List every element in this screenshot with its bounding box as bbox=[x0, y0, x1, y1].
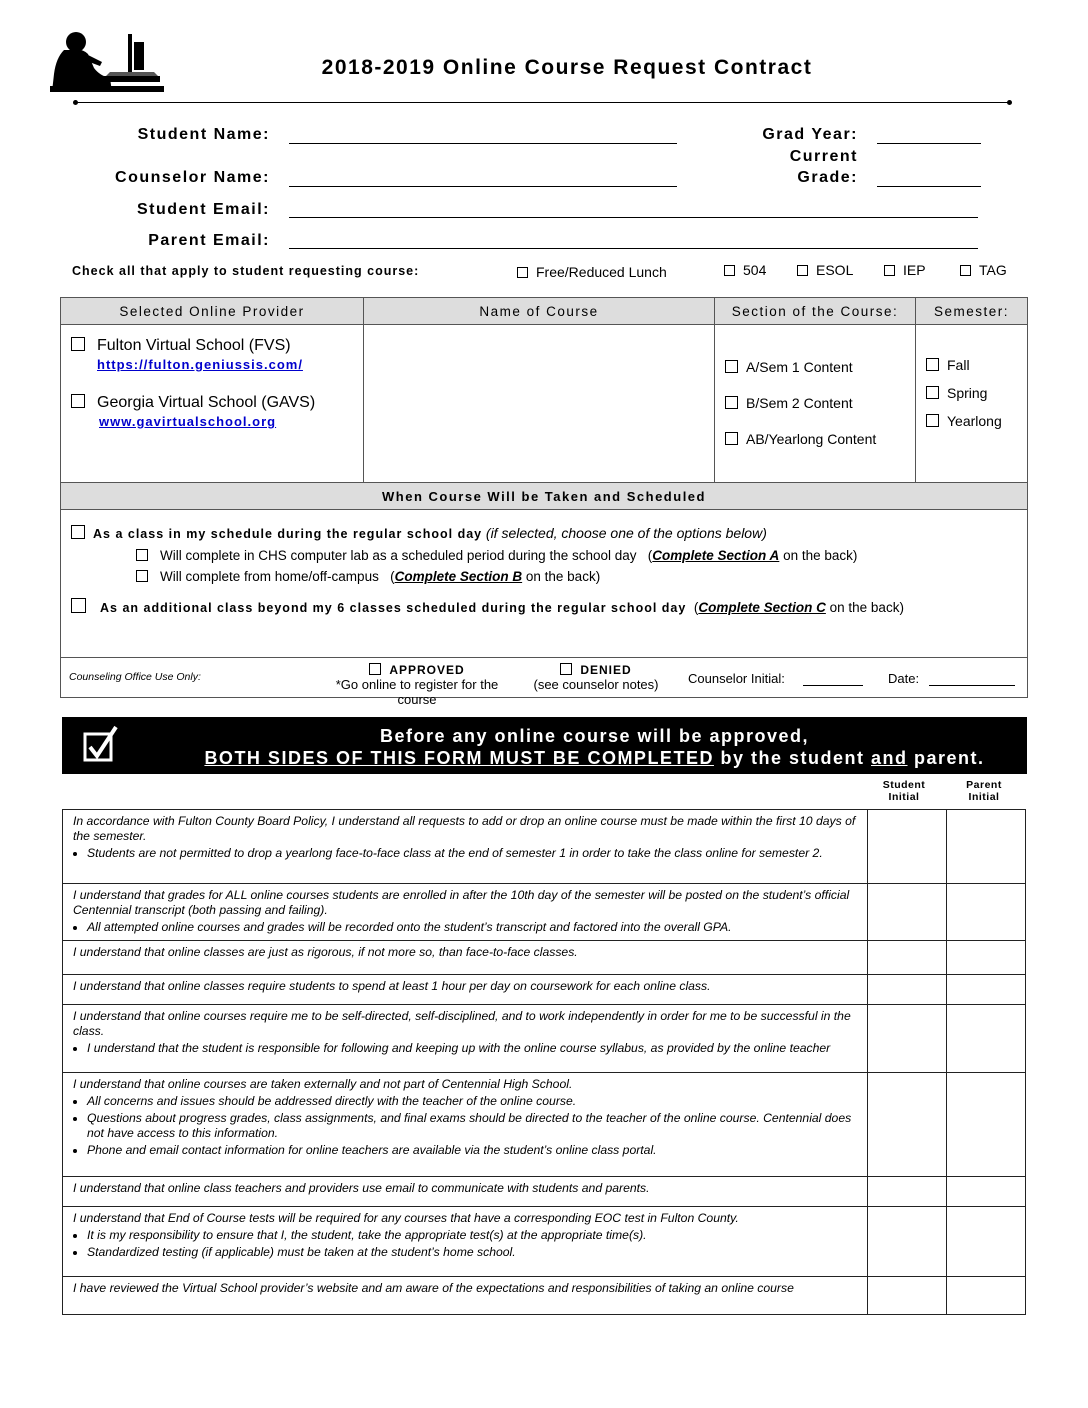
agreement-row bbox=[63, 884, 1026, 941]
agreement-statement: I have reviewed the Virtual School provider’s website and am aware of the expectations and responsibilities of taking an online course bbox=[73, 1281, 794, 1295]
banner-line-2: BOTH SIDES OF THIS FORM MUST BE COMPLETED by the student and parent. bbox=[204, 748, 985, 768]
current-grade-field[interactable] bbox=[877, 186, 981, 187]
checkbox[interactable] bbox=[724, 265, 735, 276]
agreement-row bbox=[63, 1005, 1026, 1073]
checkbox[interactable] bbox=[369, 663, 381, 675]
checkbox[interactable] bbox=[926, 414, 939, 427]
student-initial-field[interactable] bbox=[868, 1177, 947, 1207]
checkbox[interactable] bbox=[71, 525, 85, 539]
checkbox[interactable] bbox=[517, 267, 528, 278]
student-name-field[interactable] bbox=[289, 143, 677, 144]
course-name-field[interactable] bbox=[364, 325, 715, 483]
agreement-statement: I understand that online class teachers and providers use email to communicate with students and parents. bbox=[73, 1181, 650, 1195]
checkbox[interactable] bbox=[926, 358, 939, 371]
checkbox[interactable] bbox=[136, 549, 148, 561]
apply-option-504[interactable]: 504 bbox=[724, 262, 766, 278]
agreement-bullet: • I understand that the student is responsible for following and keeping up with the online course syllabus, as provided by the online teacher bbox=[87, 1041, 859, 1056]
semester-yearlong[interactable]: Yearlong bbox=[926, 413, 1027, 429]
parent-initial-field[interactable] bbox=[947, 975, 1026, 1005]
agreement-row bbox=[63, 975, 1026, 1005]
agreement-bullet: • Standardized testing (if applicable) must be taken at the student’s home school. bbox=[87, 1245, 859, 1260]
office-use-label: Counseling Office Use Only: bbox=[69, 671, 201, 683]
fvs-link[interactable]: https://fulton.geniussis.com/ bbox=[97, 357, 303, 372]
student-initial-field[interactable] bbox=[868, 1073, 947, 1177]
checkbox[interactable] bbox=[560, 663, 572, 675]
agreement-row bbox=[63, 1177, 1026, 1207]
agreement-row bbox=[63, 1073, 1026, 1177]
apply-prompt: Check all that apply to student requesting course: bbox=[72, 264, 420, 278]
agreement-text bbox=[63, 810, 868, 884]
agreement-statement: I understand that End of Course tests will be required for any courses that have a corresponding EOC test in Fulton County. bbox=[73, 1211, 739, 1225]
divider-end bbox=[1007, 100, 1012, 105]
student-email-label: Student Email: bbox=[136, 201, 270, 218]
student-name-label: Student Name: bbox=[137, 126, 270, 143]
student-initial-field[interactable] bbox=[868, 975, 947, 1005]
checkbox[interactable] bbox=[960, 265, 971, 276]
parent-initial-field[interactable] bbox=[947, 884, 1026, 941]
parent-email-field[interactable] bbox=[289, 248, 978, 249]
grad-year-label: Grad Year: bbox=[762, 126, 858, 143]
agreement-bullets bbox=[73, 920, 859, 935]
apply-option-tag[interactable]: TAG bbox=[960, 262, 1007, 278]
counselor-name-label: Counselor Name: bbox=[115, 169, 270, 186]
agreement-statement: In accordance with Fulton County Board Policy, I understand all requests to add or drop an online course must be made within the first 10 days of the semester. bbox=[73, 814, 856, 843]
checkbox[interactable] bbox=[71, 394, 85, 408]
student-email-field[interactable] bbox=[289, 217, 978, 218]
parent-email-label: Parent Email: bbox=[148, 232, 270, 249]
semester-cell bbox=[916, 325, 1028, 483]
header-provider: Selected Online Provider bbox=[61, 298, 364, 325]
agreement-statement: I understand that online classes are just as rigorous, if not more so, than face-to-face classes. bbox=[73, 945, 578, 959]
notice-banner bbox=[62, 717, 1027, 774]
current-grade-label: Current bbox=[789, 148, 858, 165]
banner-line-1: Before any online course will be approved, bbox=[379, 726, 810, 746]
office-approved[interactable]: APPROVED *Go online to register for the course bbox=[335, 663, 499, 707]
section-option-b[interactable]: B/Sem 2 Content bbox=[725, 395, 915, 411]
apply-option-lunch[interactable]: Free/Reduced Lunch bbox=[517, 264, 667, 280]
agreement-bullet: • Students are not permitted to drop a yearlong face-to-face class at the end of semester 1 in order to take the class online for semester 2. bbox=[87, 846, 859, 861]
checkbox[interactable] bbox=[725, 396, 738, 409]
current-grade-label-2: Grade: bbox=[797, 169, 858, 186]
checkbox[interactable] bbox=[725, 432, 738, 445]
section-option-ab[interactable]: AB/Yearlong Content bbox=[725, 431, 915, 447]
title-divider bbox=[75, 102, 1009, 103]
student-initial-header: Student Initial bbox=[882, 779, 926, 803]
apply-option-esol[interactable]: ESOL bbox=[797, 262, 853, 278]
student-initial-field[interactable] bbox=[868, 941, 947, 975]
student-initial-field[interactable] bbox=[868, 1277, 947, 1315]
agreement-text bbox=[63, 975, 868, 1005]
header-course-name: Name of Course bbox=[364, 298, 715, 325]
semester-spring[interactable]: Spring bbox=[926, 385, 1027, 401]
agreement-bullets bbox=[73, 1094, 859, 1158]
agreement-statement: I understand that online courses require me to be self-directed, self-disciplined, and to work independently in order for me to be successful in the class. bbox=[73, 1009, 851, 1038]
apply-option-iep[interactable]: IEP bbox=[884, 262, 926, 278]
schedule-header: When Course Will be Taken and Scheduled bbox=[61, 483, 1028, 510]
date-field[interactable] bbox=[929, 685, 1015, 686]
parent-initial-field[interactable] bbox=[947, 1073, 1026, 1177]
agreement-statement: I understand that online classes require students to spend at least 1 hour per day on coursework for each online class. bbox=[73, 979, 711, 993]
parent-initial-field[interactable] bbox=[947, 1207, 1026, 1277]
counselor-initial-field[interactable] bbox=[803, 685, 863, 686]
parent-initial-header: Parent Initial bbox=[966, 779, 1002, 803]
course-table bbox=[60, 297, 1028, 707]
header-semester: Semester: bbox=[916, 298, 1028, 325]
agreement-bullet: • All concerns and issues should be addressed directly with the teacher of the online course. bbox=[87, 1094, 859, 1109]
agreement-text bbox=[63, 1277, 868, 1315]
checkbox[interactable] bbox=[71, 337, 85, 351]
counselor-initial-label: Counselor Initial: bbox=[688, 671, 785, 686]
agreement-text bbox=[63, 1207, 868, 1277]
gavs-link[interactable]: www.gavirtualschool.org bbox=[99, 414, 277, 429]
agreement-bullets bbox=[73, 1041, 859, 1056]
agreement-bullet: • Phone and email contact information for online teachers are available via the student’s online class portal. bbox=[87, 1143, 859, 1158]
agreement-text bbox=[63, 1177, 868, 1207]
agreement-text bbox=[63, 884, 868, 941]
schedule-option-regular[interactable]: As a class in my schedule during the regular school day (if selected, choose one of the options below) bbox=[71, 525, 767, 541]
student-initial-field[interactable] bbox=[868, 884, 947, 941]
agreement-text bbox=[63, 1005, 868, 1073]
agreement-row bbox=[63, 1207, 1026, 1277]
agreement-row bbox=[63, 810, 1026, 884]
schedule-option-additional[interactable]: As an additional class beyond my 6 classes scheduled during the regular school day (Complete Section C on the back) bbox=[71, 598, 904, 615]
semester-fall[interactable]: Fall bbox=[926, 357, 1027, 373]
schedule-cell bbox=[61, 510, 1028, 658]
grad-year-field[interactable] bbox=[877, 143, 981, 144]
agreement-bullet: • All attempted online courses and grades will be recorded onto the student’s transcript and factored into the overall GPA. bbox=[87, 920, 859, 935]
checkbox[interactable] bbox=[797, 265, 808, 276]
agreement-text bbox=[63, 1073, 868, 1177]
student-initial-field[interactable] bbox=[868, 1005, 947, 1073]
parent-initial-field[interactable] bbox=[947, 1277, 1026, 1315]
header-section: Section of the Course: bbox=[715, 298, 916, 325]
provider-cell bbox=[61, 325, 364, 483]
date-label: Date: bbox=[888, 671, 920, 686]
office-denied[interactable]: DENIED (see counselor notes) bbox=[533, 663, 659, 692]
agreement-bullets bbox=[73, 1228, 859, 1260]
parent-initial-field[interactable] bbox=[947, 941, 1026, 975]
agreement-statement: I understand that online courses are taken externally and not part of Centennial High School. bbox=[73, 1077, 573, 1091]
checkbox[interactable] bbox=[884, 265, 895, 276]
section-cell bbox=[715, 325, 916, 483]
agreement-row bbox=[63, 1277, 1026, 1315]
agreement-table bbox=[62, 809, 1026, 1315]
schedule-sub-home[interactable]: Will complete from home/off-campus (Complete Section B on the back) bbox=[136, 569, 600, 584]
checkbox[interactable] bbox=[71, 598, 86, 613]
agreement-bullet: • It is my responsibility to ensure that I, the student, take the appropriate test(s) at the appropriate time(s). bbox=[87, 1228, 859, 1243]
schedule-sub-lab[interactable]: Will complete in CHS computer lab as a scheduled period during the school day (Complete Section A on the back) bbox=[136, 548, 857, 563]
provider-gavs[interactable]: Georgia Virtual School (GAVS) bbox=[71, 394, 363, 412]
student-initial-field[interactable] bbox=[868, 810, 947, 884]
student-initial-field[interactable] bbox=[868, 1207, 947, 1277]
checkbox[interactable] bbox=[136, 570, 148, 582]
office-use-cell bbox=[61, 658, 1028, 707]
checkbox[interactable] bbox=[725, 360, 738, 373]
parent-initial-field[interactable] bbox=[947, 810, 1026, 884]
section-option-a[interactable]: A/Sem 1 Content bbox=[725, 359, 915, 375]
checkbox[interactable] bbox=[926, 386, 939, 399]
parent-initial-field[interactable] bbox=[947, 1177, 1026, 1207]
counselor-name-field[interactable] bbox=[289, 186, 677, 187]
agreement-bullet: • Questions about progress grades, class assignments, and final exams should be directed to the teacher of the online course. Centennial does not have access to this information. bbox=[87, 1111, 859, 1141]
page-title: 2018-2019 Online Course Request Contract bbox=[321, 56, 813, 79]
agreement-bullets bbox=[73, 846, 859, 861]
checkbox-check-icon bbox=[82, 725, 120, 765]
provider-fvs[interactable]: Fulton Virtual School (FVS) bbox=[71, 337, 363, 355]
agreement-row bbox=[63, 941, 1026, 975]
agreement-text bbox=[63, 941, 868, 975]
parent-initial-field[interactable] bbox=[947, 1005, 1026, 1073]
agreement-statement: I understand that grades for ALL online courses students are enrolled in after the 10th day of the semester will be posted on the student’s official Centennial transcript (both passing and failing). bbox=[73, 888, 850, 917]
